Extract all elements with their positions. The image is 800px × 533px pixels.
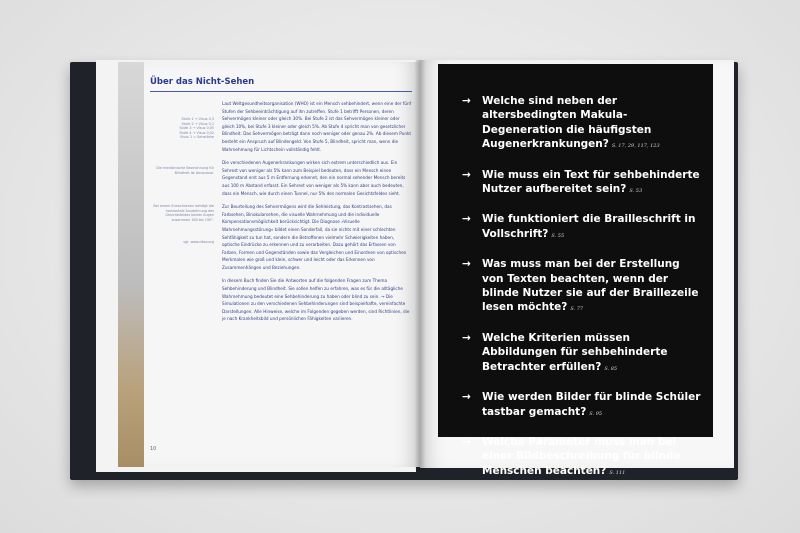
arrow-right-icon: → [462,168,471,181]
question-text: Wie werden Bilder für blinde Schüler tastbar gemacht? [482,391,701,418]
question-item [462,331,702,374]
question-item [462,390,702,419]
arrow-right-icon: → [462,331,471,344]
question-list [462,94,702,494]
arrow-right-icon: → [462,258,471,271]
page-reference: S. 77 [570,306,584,313]
question-item [462,257,702,315]
question-item [462,435,702,478]
page-reference: S. 95 [589,410,603,417]
title-rule [150,91,412,92]
question-text: Welche Kriterien müssen Abbildungen für sehbehinderte Betrachter erfüllen? [482,331,668,373]
paragraph: In diesem Buch finden Sie die Antworten auf die folgenden Fragen zum Thema Sehbehinderung und Blindheit. Sie sollen helfen zu erfahren, was es für die alltägliche Wahrnehmung bedeutet eine Sehbehinderung zu haben oder blind zu sein. → Die Simulationen zu den verschiedenen Sehbehinderungen sind beispielhafte, vereinfachte Darstellungen. Alle Hinweise, welche im Folgenden gegeben werden, sind Richtlinien, die je nach Krankheitsbild und persönlichen Fähigkeiten variieren. [222,278,410,322]
sidenote-definition: Die medizinische Bezeichnung für Blindheit ist Amaurose. [156,166,214,175]
question-text: Wie funktioniert die Brailleschrift in Vollschrift? [482,213,696,240]
page-reference: S. 17, 29, 117, 123 [611,143,660,150]
page-reference: S. 111 [609,469,626,476]
paragraph: Die verschiedenen Augenerkrankungen wirken sich extrem unterschiedlich aus. Ein Sehrest von weniger als 5% kann zum Beispiel bedeuten, dass ein Mensch einen Gegenstand erst aus 5 m Entfernung erkennt, den ein normal sehender Mensch bereits aus 100 m Abstand erfasst. Ein Sehrest von weniger als 5% kann aber auch bedeuten, dass ein Mensch, wie durch einen Tunnel, nur 5% des normalen Gesichtsfeldes sieht. [222,160,406,196]
arrow-right-icon: → [462,435,471,448]
question-item [462,212,702,241]
question-text: Welche sind neben der altersbedingten Makula-Degeneration die häufigsten Augenerkrankungen? [482,95,652,151]
book-gutter [414,60,426,470]
sidenote-stats: Bei einem Erwachsenen beträgt die horizontale Ausdehnung des Gesichtsfeldes beider Augen zusammen 180 bis 190°. [153,204,214,222]
arrow-right-icon: → [462,213,471,226]
page-number: 10 [150,446,157,452]
photo-edge-strip [118,62,144,467]
arrow-right-icon: → [462,391,471,404]
question-item [462,168,702,197]
arrow-right-icon: → [462,95,471,107]
body-text [222,100,412,329]
question-text: Wie muss ein Text für sehbehinderte Nutzer aufbereitet sein? [482,168,700,196]
question-text: Was muss man bei der Erstellung von Texten beachten, wenn der blinde Nutzer sie auf der Braillezeile lesen möchte? [482,258,699,314]
page-reference: S. 53 [629,188,643,195]
sidenote-levels: Stufe 1 → Visus 0,3 Stufe 2 → Visus 0,1 Stufe 3 → Visus 0,05 Stufe 4 → Visus 0,02 Visus 1 = Sehstärke [179,117,214,140]
question-item [462,94,702,152]
paragraph: Laut Weltgesundheitsorganisation (WHO) ist ein Mensch sehbehindert, wenn eine der fünf Stufen der Sehbeeinträchtigung auf ihn zutreffen. Stufe 1 betrifft Personen, deren Sehvermögen kleiner oder gleich 30%. Bei Stufe 2 ist das Sehvermögen kleiner oder gleich 10%, bei Stufe 3 kleiner oder gleich 5%. Ab Stufe 4 spricht man von gesetzlicher Blindheit. Das Sehvermögen beträgt dann noch weniger oder genau 2%. Ab diesem Punkt besteht ein Anspruch auf Blindengeld. Von Stufe 5, Blindheit, spricht man, wenn die Wahrnehmung für Lichtschein vollständig fehlt. [222,101,412,152]
question-text: Welche Parameter muss man bei einer Bildbeschreibung für blinde Menschen beachten? [482,435,681,477]
paragraph: Zur Beurteilung des Sehvermögens wird die Sehleistung, das Kontrastsehen, das Farbsehen, Binokularsehen, die visuelle Wahrnehmung und die individuelle Kompensationsmöglichkeit berücksichtigt. Die Diagnose »Visuelle Wahrnehmungsstörung« bildet einen Sonderfall, da sie nichts mit einer schlechten Sehfähigkeit zu tun hat, sondern die Betroffenen vielmehr Schwierigkeiten haben, optische Eindrücke zu erkennen und zu verarbeiten. Dazu gehört das Erfassen von Farben, Formen und Gegenständen sowie das Vergleichen und Einordnen von optischen Merkmalen wie groß und klein, schwer und leicht oder das Erkennen von Zusammenhängen und Beziehungen. [222,204,407,270]
sidenote-source: vgl. www.dbsv.org [183,240,214,244]
page-reference: S. 85 [604,365,618,372]
chapter-title: Über das Nicht-Sehen [150,77,255,87]
page-reference: S. 55 [551,232,565,239]
